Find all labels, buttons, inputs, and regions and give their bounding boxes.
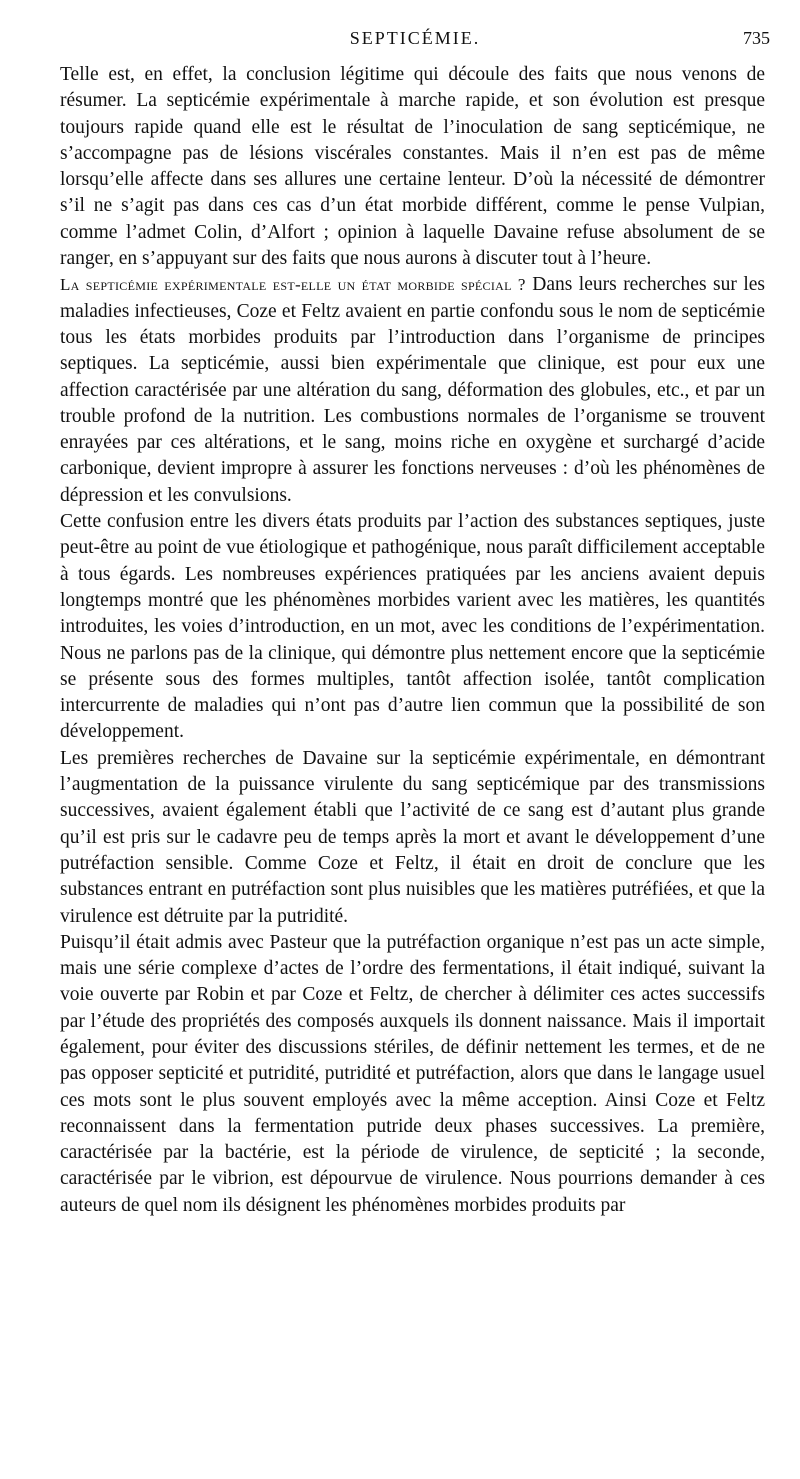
body-text <box>60 62 765 1219</box>
paragraph-3: Cette confusion entre les divers états produits par l’action des substances septiques, juste peut-être au point de vue étiologique et pathogénique, nous paraît difficilement acceptable à tous égards. Les nombreuses expériences pratiquées par les anciens avaient depuis longtemps montré que les phénomènes morbides varient avec les matières, les quantités introduites, les voies d’introduction, en un mot, avec les conditions de l’expérimentation. Nous ne parlons pas de la clinique, qui démontre plus nettement encore que la septicémie se présente sous des formes multiples, tantôt affection isolée, tantôt complication intercurrente de maladies qui n’ont pas d’autre lien commun que la possibilité de son développement. <box>60 511 765 743</box>
page-number: 735 <box>743 28 770 48</box>
section-heading: La septicémie expérimentale est-elle un état morbide spécial ? <box>60 275 526 295</box>
paragraph-2 <box>60 272 765 509</box>
paragraph-1: Telle est, en effet, la conclusion légitime qui découle des faits que nous venons de résumer. La septicémie expérimentale à marche rapide, et son évolution est presque toujours rapide quand elle est le résultat de l’inoculation de sang septicémique, ne s’accompagne pas de lésions viscérales constantes. Mais il n’en est pas de même lorsqu’elle affecte dans ses allures une certaine lenteur. D’où la nécessité de démontrer s’il ne s’agit pas dans ces cas d’un état morbide différent, comme le pense Vulpian, comme l’admet Colin, d’Alfort ; opinion à laquelle Davaine refuse absolument de se ranger, en s’appuyant sur des faits que nous aurons à discuter tout à l’heure. <box>60 64 765 270</box>
paragraph-4: Les premières recherches de Davaine sur la septicémie expérimentale, en démontrant l’augmentation de la puissance virulente du sang septicémique par des transmissions successives, avaient également établi que l’activité de ce sang est d’autant plus grande qu’il est pris sur le cadavre peu de temps après la mort et avant le développement d’une putréfaction sensible. Comme Coze et Feltz, il était en droit de conclure que les substances entrant en putréfaction sont plus nuisibles que les matières putréfiées, et que la virulence est détruite par la putridité. <box>60 747 765 927</box>
page-header <box>60 28 770 54</box>
paragraph-5: Puisqu’il était admis avec Pasteur que la putréfaction organique n’est pas un acte simple, mais une série complexe d’actes de l’ordre des fermentations, il était indiqué, suivant la voie ouverte par Robin et par Coze et Feltz, de chercher à délimiter ces actes successifs par l’étude des propriétés des composés auxquels ils donnent naissance. Mais il importait également, pour éviter des discussions stériles, de définir nettement les termes, et de ne pas opposer septicité et putridité, putridité et putréfaction, alors que dans le langage usuel ces mots sont le plus souvent employés avec la même acception. Ainsi Coze et Feltz reconnaissent dans la fermentation putride deux phases successives. La première, caractérisée par la bactérie, est la période de virulence, de septicité ; la seconde, caractérisée par le vibrion, est dépourvue de virulence. Nous pourrions demander à ces auteurs de quel nom ils désignent les phénomènes morbides produits par <box>60 931 765 1216</box>
paragraph-2-text: Dans leurs recherches sur les maladies infectieuses, Coze et Feltz avaient en partie confondu sous le nom de septicémie tous les états morbides produits par l’introduction dans l’organisme de principes septiques. La septicémie, aussi bien expérimentale que clinique, est pour eux une affection caractérisée par une altération du sang, déformation des globules, etc., et par un trouble profond de la nutrition. Les combustions normales de l’organisme se trouvent enrayées par ces altérations, et le sang, moins riche en oxygène et surchargé d’acide carbonique, devient impropre à assurer les fonctions nerveuses : d’où les phénomènes de dépression et les convulsions. <box>60 274 765 506</box>
running-title: SEPTICÉMIE. <box>349 28 481 48</box>
